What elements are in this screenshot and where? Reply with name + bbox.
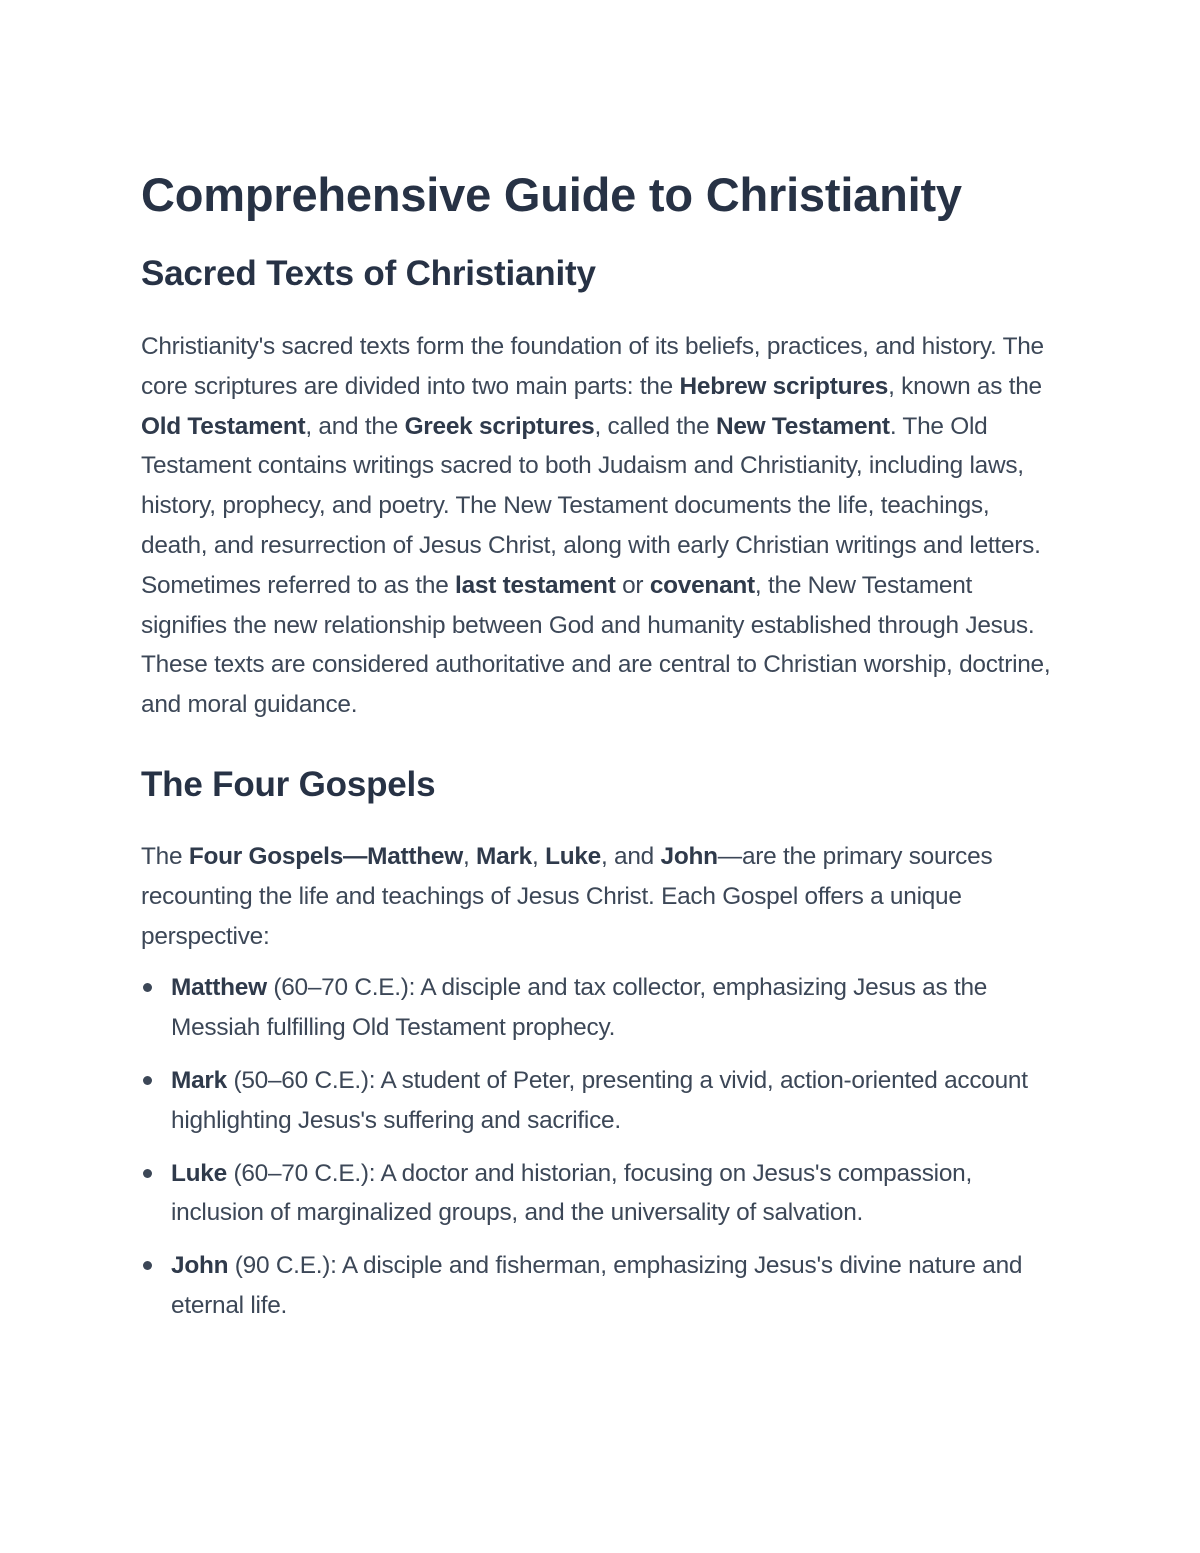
text-run: or bbox=[615, 571, 650, 599]
page-title: Comprehensive Guide to Christianity bbox=[141, 168, 962, 221]
gospel-description: (90 C.E.): A disciple and fisherman, emphasizing Jesus's divine nature and eternal life. bbox=[171, 1252, 1023, 1319]
list-item-john bbox=[141, 1246, 1061, 1326]
text-run: , and the bbox=[305, 412, 405, 440]
bullet-icon bbox=[143, 1261, 152, 1270]
text-run: , called the bbox=[594, 412, 716, 440]
bold-term-new-testament: New Testament bbox=[715, 412, 890, 440]
document-page bbox=[141, 160, 1061, 1339]
bold-term-mark: Mark bbox=[476, 842, 532, 870]
gospels-list bbox=[141, 968, 1061, 1325]
gospel-name: Matthew bbox=[171, 974, 267, 1002]
text-run: , known as the bbox=[888, 372, 1042, 400]
text-run: , bbox=[532, 842, 546, 870]
bold-term-luke: Luke bbox=[545, 842, 601, 870]
bold-term-greek-scriptures: Greek scriptures bbox=[404, 412, 595, 440]
section-heading-four-gospels: The Four Gospels bbox=[141, 764, 436, 804]
sacred-texts-paragraph bbox=[141, 327, 1061, 725]
text-run: The bbox=[141, 842, 189, 870]
text-run: . The Old Testament contains writings sacred to both Judaism and Christianity, including laws, history, prophecy, and poetry. The New Testament documents the life, teachings, death, and resurrection of Jesus Christ, along with early Christian writings and letters. Sometimes referred to as the bbox=[141, 412, 1041, 599]
section-heading-sacred-texts: Sacred Texts of Christianity bbox=[141, 254, 596, 293]
text-run: , bbox=[462, 842, 477, 870]
text-run: , the New Testament signifies the new relationship between God and humanity established through Jesus. These texts are considered authoritative and are central to Christian worship, doctrine, and moral guidance. bbox=[141, 571, 1051, 719]
bullet-icon bbox=[143, 1169, 152, 1178]
bullet-icon bbox=[143, 983, 152, 992]
gospel-description: (60–70 C.E.): A disciple and tax collector, emphasizing Jesus as the Messiah fulfilling Old Testament prophecy. bbox=[171, 974, 988, 1042]
bold-term-last-testament: last testament bbox=[455, 571, 616, 599]
text-run: , and bbox=[601, 842, 661, 870]
text-run: —are the primary sources recounting the life and teachings of Jesus Christ. Each Gospel offers a unique perspective: bbox=[141, 842, 993, 950]
list-item-luke bbox=[141, 1154, 1061, 1234]
bold-term-hebrew-scriptures: Hebrew scriptures bbox=[679, 372, 889, 400]
bold-term-old-testament: Old Testament bbox=[141, 412, 306, 440]
text-run: Christianity's sacred texts form the foundation of its beliefs, practices, and history. The core scriptures are divided into two main parts: the bbox=[141, 333, 1044, 400]
list-item-mark bbox=[141, 1061, 1061, 1141]
list-item-matthew bbox=[141, 968, 1061, 1048]
bold-term-john: John bbox=[660, 842, 718, 870]
gospel-description: (60–70 C.E.): A doctor and historian, focusing on Jesus's compassion, inclusion of marginalized groups, and the universality of salvation. bbox=[171, 1159, 972, 1227]
gospel-name: Luke bbox=[171, 1159, 227, 1187]
gospel-description: (50–60 C.E.): A student of Peter, presenting a vivid, action-oriented account highlighting Jesus's suffering and sacrifice. bbox=[171, 1066, 1028, 1134]
gospel-name: Mark bbox=[171, 1066, 227, 1094]
gospel-name: John bbox=[171, 1252, 229, 1280]
bullet-icon bbox=[143, 1076, 152, 1085]
bold-term-four-gospels-matthew: Four Gospels—Matthew bbox=[188, 842, 463, 870]
bold-term-covenant: covenant bbox=[649, 571, 755, 599]
four-gospels-intro-paragraph bbox=[141, 837, 1061, 956]
